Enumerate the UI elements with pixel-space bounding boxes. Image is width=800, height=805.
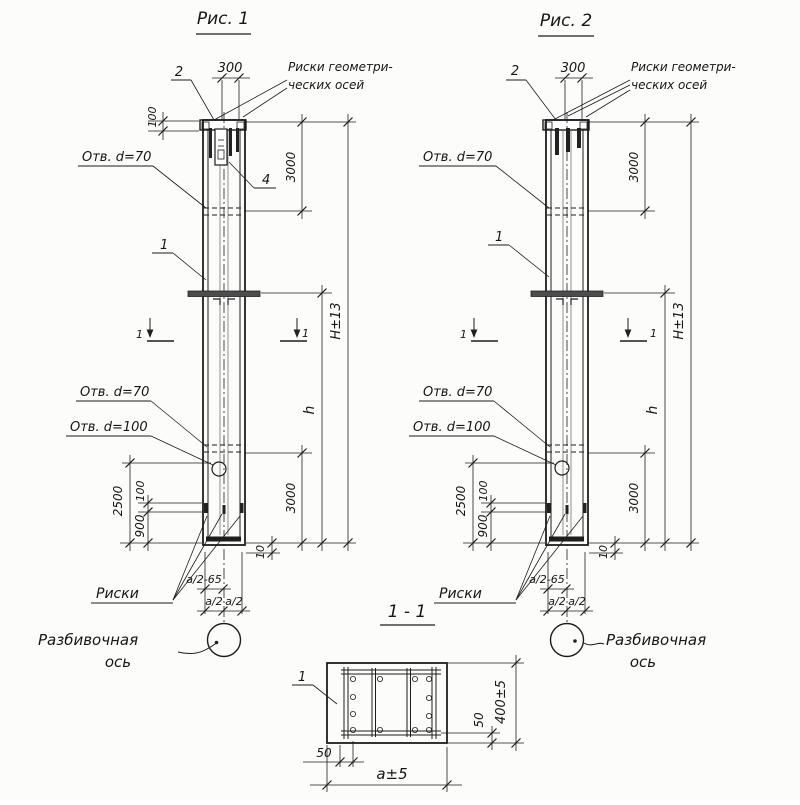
- fig1-dim-2500: 2500: [111, 485, 125, 517]
- fig2-dim-3000-bottom: 3000: [627, 482, 641, 514]
- section-dim-50-bottom: 50: [316, 746, 332, 760]
- fig2-section-mark-label: 1: [460, 328, 467, 341]
- fig1-dim-3000-top: 3000: [284, 151, 298, 183]
- fig2-hole-mid-label: Отв. d=70: [423, 385, 493, 400]
- fig2-hole-labels: [409, 150, 556, 465]
- fig1-section-mark-label-right: 1: [302, 327, 309, 340]
- fig2-top-dimensions: [506, 60, 736, 120]
- section-dim-a: a±5: [376, 765, 408, 783]
- fig2-hole-bottom-label: Отв. d=100: [413, 420, 491, 435]
- fig1-top-dimensions: [146, 60, 393, 140]
- fig1-hole-bottom-label: Отв. d=100: [70, 420, 148, 435]
- fig1-column-body: [200, 112, 246, 623]
- fig1-dim-10: 10: [254, 545, 267, 559]
- fig2-callout-2: 2: [510, 64, 520, 79]
- fig2-risks-label: Риски: [439, 586, 482, 602]
- fig1-risks-label: Риски: [96, 586, 139, 602]
- fig2-axis-label-line2: ось: [629, 653, 657, 671]
- fig1-dim-3000-bottom: 3000: [284, 482, 298, 514]
- fig2-axes-note-line2: ческих осей: [631, 78, 708, 92]
- fig1-axis-label-line2: ось: [104, 653, 132, 671]
- fig2-dim-a2-right: a/2: [568, 595, 586, 608]
- section-1-1: [292, 602, 524, 792]
- section-callout-1: 1: [298, 670, 307, 685]
- fig1-callout-2: 2: [174, 65, 184, 80]
- fig1-dim-100: 100: [134, 480, 147, 502]
- section-dim-400: 400±5: [494, 680, 509, 724]
- fig2-dim-100: 100: [477, 480, 490, 502]
- fig1-dim-H: H±13: [329, 302, 344, 340]
- fig2-axis-circle: [551, 624, 584, 657]
- fig2-column-body: [543, 112, 589, 623]
- fig2-bottom-risk-marks: [547, 503, 587, 514]
- fig1-dim-a2-right: a/2: [225, 595, 243, 608]
- figure-2: [409, 11, 736, 671]
- fig1-bottom-risk-marks: [204, 503, 244, 514]
- fig2-dim-a2-65: a/2-65: [529, 573, 565, 586]
- fig2-axes-note-line1: Риски геометри-: [631, 60, 736, 74]
- section-title: 1 - 1: [387, 602, 427, 622]
- section-callout: [292, 670, 337, 704]
- fig1-axis-circle: [208, 624, 241, 657]
- fig1-dim-h: h: [302, 405, 318, 415]
- fig2-callout-1: 1: [495, 230, 504, 245]
- fig1-left-dimensions: [111, 455, 211, 551]
- fig2-section-marks: [460, 318, 657, 341]
- fig1-hole-top-label: Отв. d=70: [82, 150, 152, 165]
- fig1-embedded-part: [209, 128, 239, 165]
- fig1-dim-900: 900: [133, 514, 147, 538]
- fig2-section-mark-label-right: 1: [650, 327, 657, 340]
- fig2-axis-label-line1: Разбивочная: [606, 631, 707, 649]
- fig2-dim-900: 900: [476, 514, 490, 538]
- fig1-callout-1: 1: [160, 238, 169, 253]
- section-dimensions: [303, 655, 524, 792]
- fig1-dim-100-cap: 100: [146, 106, 159, 128]
- fig1-title: Рис. 1: [196, 9, 250, 29]
- fig1-axes-note-line2: ческих осей: [288, 78, 365, 92]
- fig1-hole-mid-label: Отв. d=70: [80, 385, 150, 400]
- fig1-dim-a2-left: a/2: [205, 595, 223, 608]
- section-dim-50-right: 50: [472, 712, 486, 728]
- figure-1: [38, 9, 393, 671]
- fig1-dim-300: 300: [217, 61, 243, 76]
- section-formwork-frame: [341, 667, 441, 739]
- fig2-dim-h: h: [645, 405, 661, 415]
- fig2-rebar-outlets: [555, 128, 581, 155]
- fig2-dim-10: 10: [597, 545, 610, 559]
- fig1-dim-a2-65: a/2-65: [186, 573, 222, 586]
- fig1-section-mark-label: 1: [136, 328, 143, 341]
- fig2-hole-top-label: Отв. d=70: [423, 150, 493, 165]
- fig1-axis-label-line1: Разбивочная: [38, 631, 139, 649]
- fig2-dim-300: 300: [560, 61, 586, 76]
- fig2-title: Рис. 2: [539, 11, 593, 31]
- fig2-dim-3000-top: 3000: [627, 151, 641, 183]
- fig2-dim-H: H±13: [672, 302, 687, 340]
- fig1-axes-note-line1: Риски геометри-: [288, 60, 393, 74]
- fig2-dim-a2-left: a/2: [548, 595, 566, 608]
- fig1-callout-4: 4: [262, 173, 271, 188]
- fig1-section-marks: [136, 318, 309, 341]
- fig2-left-dimensions: [454, 455, 554, 551]
- fig2-right-dimensions: [588, 114, 699, 560]
- fig2-dim-2500: 2500: [454, 485, 468, 517]
